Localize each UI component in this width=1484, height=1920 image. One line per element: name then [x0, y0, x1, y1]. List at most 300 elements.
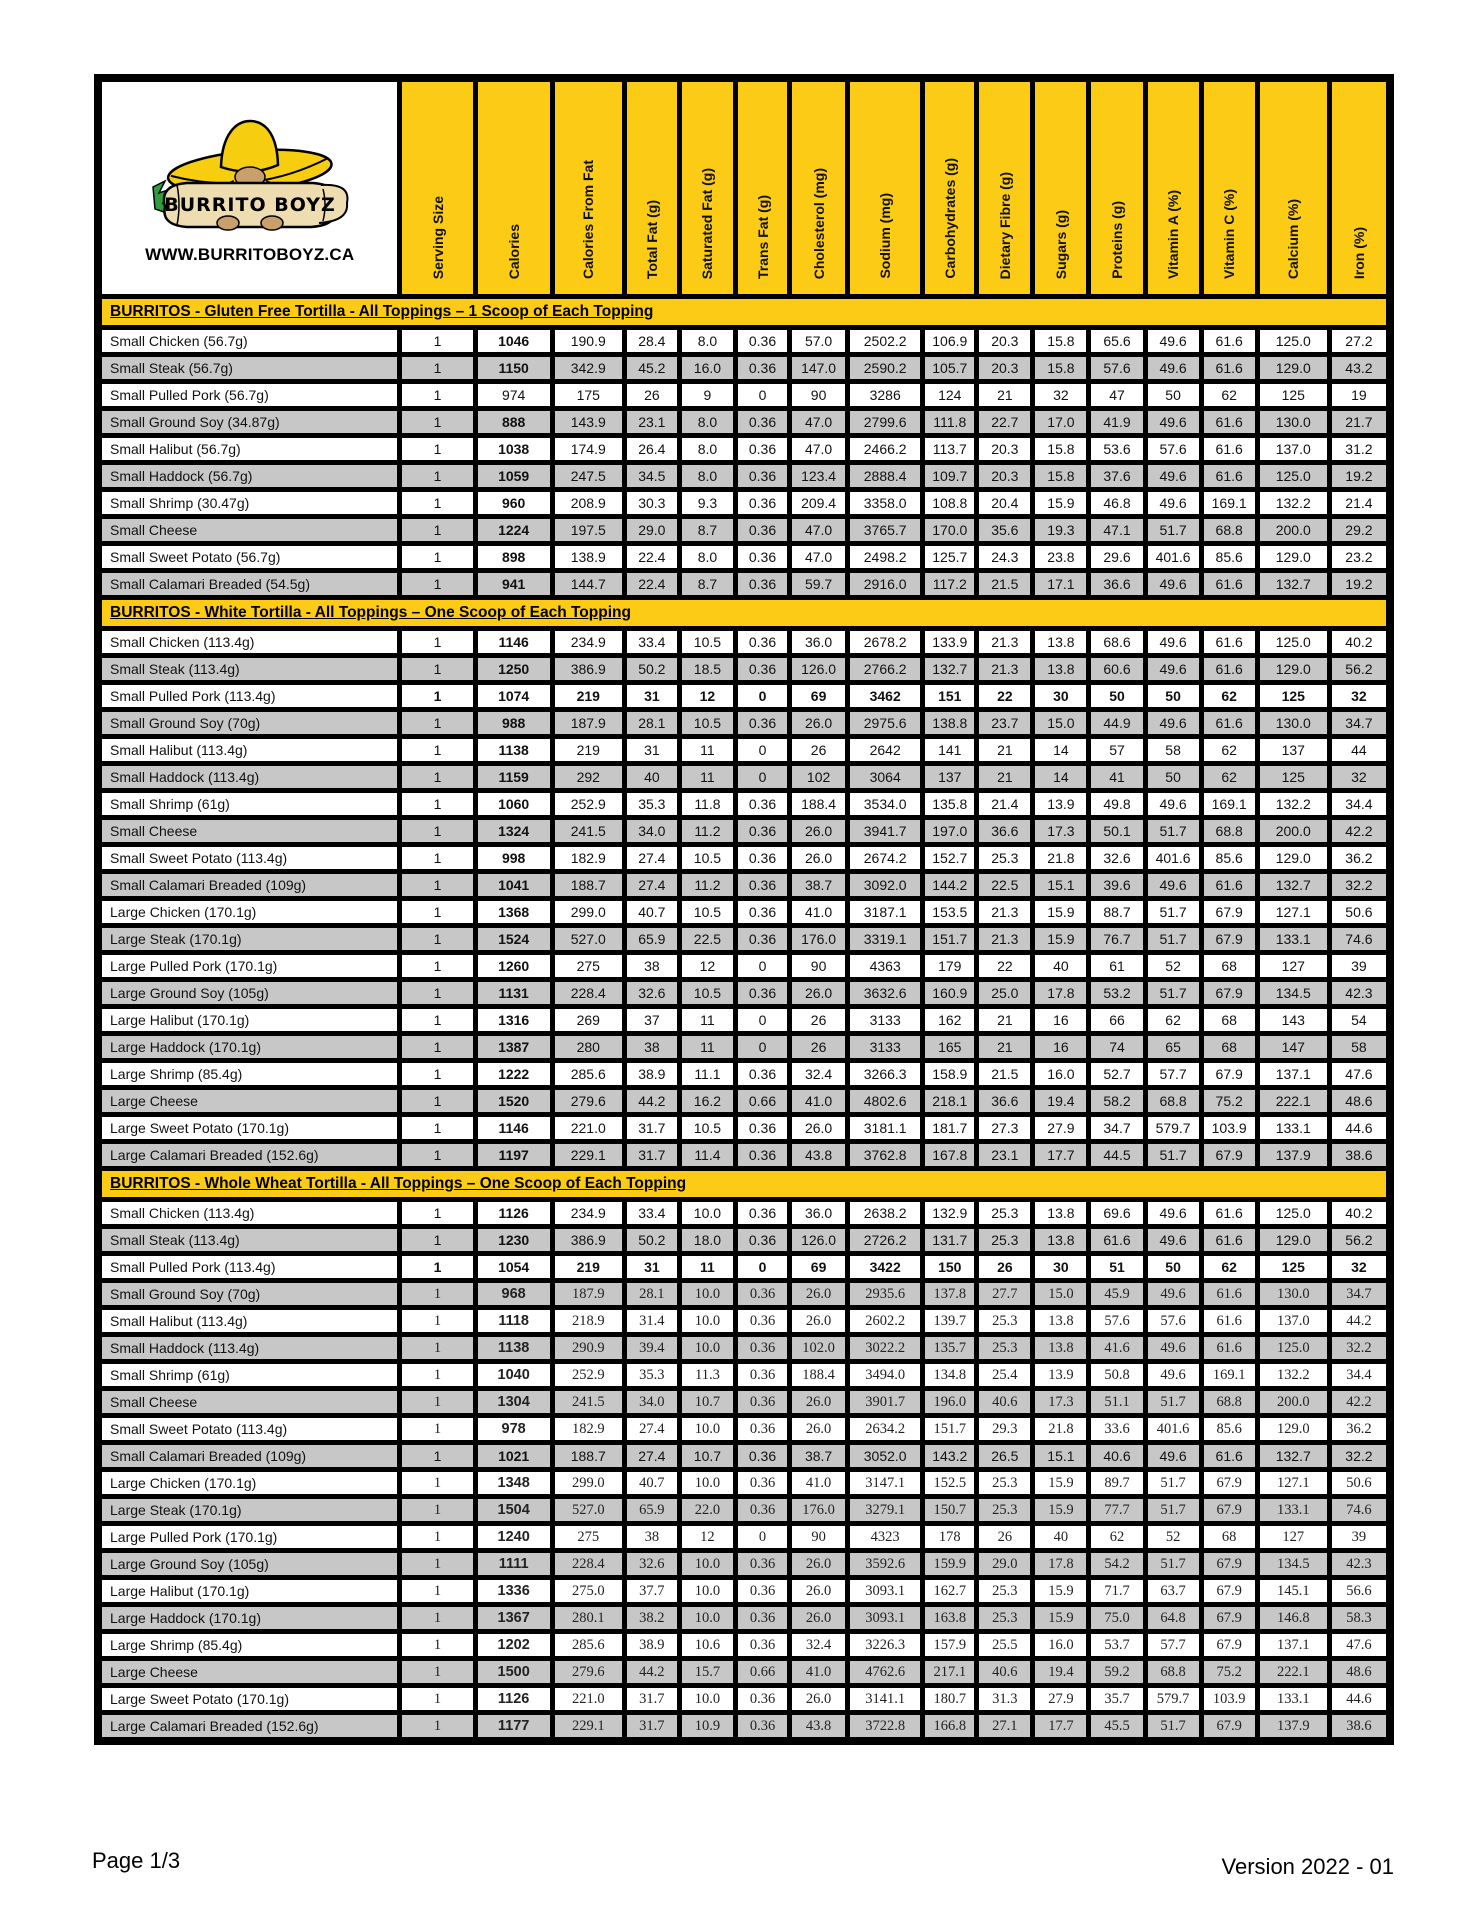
item-name: Small Shrimp (61g) — [102, 1364, 397, 1386]
value-iron: 58 — [1332, 1036, 1386, 1058]
value-trans-fat-g: 0.36 — [738, 1310, 787, 1332]
value-vitamin-c: 67.9 — [1204, 1715, 1255, 1737]
table-row — [102, 739, 1386, 761]
value-vitamin-c: 85.6 — [1204, 546, 1255, 568]
value-dietary-fibre-g: 21 — [979, 766, 1030, 788]
table-row — [102, 793, 1386, 815]
value-proteins-g: 57 — [1091, 739, 1142, 761]
value-dietary-fibre-g: 27.3 — [979, 1117, 1030, 1139]
value-vitamin-a: 50 — [1148, 766, 1199, 788]
value-vitamin-a: 49.6 — [1148, 492, 1199, 514]
value-calories-from-fat: 285.6 — [555, 1063, 622, 1085]
value-vitamin-c: 103.9 — [1204, 1117, 1255, 1139]
value-sugars-g: 13.9 — [1035, 1364, 1086, 1386]
value-proteins-g: 53.6 — [1091, 438, 1142, 460]
value-cholesterol-mg: 38.7 — [792, 1445, 845, 1467]
table-row — [102, 438, 1386, 460]
value-carbohydrates-g: 160.9 — [925, 982, 974, 1004]
value-total-fat-g: 31.7 — [627, 1117, 677, 1139]
column-header-label: Sugars (g) — [1052, 209, 1069, 279]
value-carbohydrates-g: 151.7 — [925, 928, 974, 950]
value-vitamin-c: 61.6 — [1204, 438, 1255, 460]
item-name: Small Ground Soy (70g) — [102, 1283, 397, 1305]
value-carbohydrates-g: 111.8 — [925, 411, 974, 433]
value-cholesterol-mg: 41.0 — [792, 1472, 845, 1494]
value-calories: 1046 — [478, 330, 550, 352]
table-row — [102, 712, 1386, 734]
value-sodium-mg: 3266.3 — [850, 1063, 920, 1085]
value-dietary-fibre-g: 40.6 — [979, 1661, 1030, 1683]
value-vitamin-c: 62 — [1204, 685, 1255, 707]
value-calcium: 129.0 — [1260, 357, 1327, 379]
value-sugars-g: 13.8 — [1035, 631, 1086, 653]
value-iron: 29.2 — [1332, 519, 1386, 541]
value-total-fat-g: 40.7 — [627, 1472, 677, 1494]
value-sugars-g: 16.0 — [1035, 1634, 1086, 1656]
value-trans-fat-g: 0.36 — [738, 901, 787, 923]
column-header-label: Trans Fat (g) — [754, 194, 771, 279]
value-sugars-g: 15.1 — [1035, 1445, 1086, 1467]
table-row — [102, 685, 1386, 707]
item-name: Small Calamari Breaded (109g) — [102, 1445, 397, 1467]
value-vitamin-c: 75.2 — [1204, 1090, 1255, 1112]
value-saturated-fat-g: 22.5 — [682, 928, 733, 950]
value-vitamin-c: 62 — [1204, 739, 1255, 761]
value-calcium: 125 — [1260, 384, 1327, 406]
value-carbohydrates-g: 152.5 — [925, 1472, 974, 1494]
value-sugars-g: 15.8 — [1035, 438, 1086, 460]
value-vitamin-a: 62 — [1148, 1009, 1199, 1031]
item-name: Large Chicken (170.1g) — [102, 1472, 397, 1494]
value-dietary-fibre-g: 20.3 — [979, 438, 1030, 460]
value-saturated-fat-g: 11.3 — [682, 1364, 733, 1386]
value-iron: 23.2 — [1332, 546, 1386, 568]
value-trans-fat-g: 0.36 — [738, 438, 787, 460]
table-row — [102, 1526, 1386, 1548]
value-vitamin-a: 57.7 — [1148, 1634, 1199, 1656]
value-trans-fat-g: 0.36 — [738, 982, 787, 1004]
value-carbohydrates-g: 166.8 — [925, 1715, 974, 1737]
value-sugars-g: 15.9 — [1035, 901, 1086, 923]
table-row — [102, 1391, 1386, 1413]
value-saturated-fat-g: 9.3 — [682, 492, 733, 514]
value-calories: 888 — [478, 411, 550, 433]
value-total-fat-g: 26 — [627, 384, 677, 406]
value-iron: 32 — [1332, 766, 1386, 788]
value-serving-size: 1 — [402, 658, 472, 680]
item-name: Small Sweet Potato (56.7g) — [102, 546, 397, 568]
value-calcium: 145.1 — [1260, 1580, 1327, 1602]
value-carbohydrates-g: 158.9 — [925, 1063, 974, 1085]
value-serving-size: 1 — [402, 1553, 472, 1575]
value-calories-from-fat: 342.9 — [555, 357, 622, 379]
value-serving-size: 1 — [402, 1144, 472, 1166]
value-vitamin-a: 52 — [1148, 1526, 1199, 1548]
value-dietary-fibre-g: 25.3 — [979, 1202, 1030, 1224]
value-vitamin-c: 67.9 — [1204, 1063, 1255, 1085]
value-total-fat-g: 27.4 — [627, 1445, 677, 1467]
item-name: Small Cheese — [102, 519, 397, 541]
value-trans-fat-g: 0.36 — [738, 1472, 787, 1494]
value-saturated-fat-g: 10.5 — [682, 631, 733, 653]
value-carbohydrates-g: 109.7 — [925, 465, 974, 487]
value-iron: 32 — [1332, 1256, 1386, 1278]
value-saturated-fat-g: 18.0 — [682, 1229, 733, 1251]
value-trans-fat-g: 0.36 — [738, 465, 787, 487]
value-total-fat-g: 31 — [627, 739, 677, 761]
value-dietary-fibre-g: 25.3 — [979, 1337, 1030, 1359]
value-iron: 42.3 — [1332, 1553, 1386, 1575]
value-proteins-g: 46.8 — [1091, 492, 1142, 514]
value-serving-size: 1 — [402, 411, 472, 433]
value-dietary-fibre-g: 25.3 — [979, 1607, 1030, 1629]
value-total-fat-g: 27.4 — [627, 874, 677, 896]
value-dietary-fibre-g: 21.3 — [979, 658, 1030, 680]
value-calories-from-fat: 208.9 — [555, 492, 622, 514]
value-saturated-fat-g: 10.0 — [682, 1418, 733, 1440]
value-trans-fat-g: 0.36 — [738, 330, 787, 352]
value-vitamin-a: 50 — [1148, 1256, 1199, 1278]
value-trans-fat-g: 0.36 — [738, 546, 787, 568]
brand-logo-cell — [102, 82, 397, 294]
value-total-fat-g: 32.6 — [627, 1553, 677, 1575]
value-sodium-mg: 2888.4 — [850, 465, 920, 487]
item-name: Large Pulled Pork (170.1g) — [102, 1526, 397, 1548]
table-row — [102, 1715, 1386, 1737]
value-calories: 1324 — [478, 820, 550, 842]
value-sugars-g: 17.8 — [1035, 1553, 1086, 1575]
value-calories: 1177 — [478, 1715, 550, 1737]
column-header-label: Cholesterol (mg) — [810, 167, 827, 279]
value-sodium-mg: 3133 — [850, 1009, 920, 1031]
value-cholesterol-mg: 126.0 — [792, 658, 845, 680]
value-sugars-g: 17.1 — [1035, 573, 1086, 595]
value-sodium-mg: 3052.0 — [850, 1445, 920, 1467]
value-sugars-g: 19.3 — [1035, 519, 1086, 541]
value-sugars-g: 17.0 — [1035, 411, 1086, 433]
table-row — [102, 1418, 1386, 1440]
value-vitamin-a: 57.6 — [1148, 1310, 1199, 1332]
value-cholesterol-mg: 188.4 — [792, 793, 845, 815]
value-calories: 974 — [478, 384, 550, 406]
value-sugars-g: 32 — [1035, 384, 1086, 406]
value-iron: 40.2 — [1332, 631, 1386, 653]
table-row — [102, 1117, 1386, 1139]
value-sugars-g: 21.8 — [1035, 1418, 1086, 1440]
table-row — [102, 1283, 1386, 1305]
value-serving-size: 1 — [402, 1090, 472, 1112]
value-trans-fat-g: 0.36 — [738, 1117, 787, 1139]
value-vitamin-a: 49.6 — [1148, 874, 1199, 896]
item-name: Large Cheese — [102, 1090, 397, 1112]
value-sodium-mg: 3064 — [850, 766, 920, 788]
value-serving-size: 1 — [402, 793, 472, 815]
value-cholesterol-mg: 26.0 — [792, 1310, 845, 1332]
value-vitamin-c: 61.6 — [1204, 411, 1255, 433]
value-saturated-fat-g: 11.4 — [682, 1144, 733, 1166]
value-cholesterol-mg: 209.4 — [792, 492, 845, 514]
table-row — [102, 411, 1386, 433]
value-dietary-fibre-g: 36.6 — [979, 1090, 1030, 1112]
value-calories: 1146 — [478, 631, 550, 653]
value-calcium: 127 — [1260, 955, 1327, 977]
value-proteins-g: 68.6 — [1091, 631, 1142, 653]
value-cholesterol-mg: 47.0 — [792, 438, 845, 460]
table-row — [102, 1063, 1386, 1085]
value-vitamin-c: 61.6 — [1204, 1283, 1255, 1305]
value-sugars-g: 15.1 — [1035, 874, 1086, 896]
item-name: Small Cheese — [102, 1391, 397, 1413]
value-sugars-g: 13.8 — [1035, 1229, 1086, 1251]
value-calcium: 133.1 — [1260, 928, 1327, 950]
value-calories: 1126 — [478, 1202, 550, 1224]
value-calories: 1197 — [478, 1144, 550, 1166]
value-calories: 1138 — [478, 1337, 550, 1359]
value-total-fat-g: 26.4 — [627, 438, 677, 460]
value-calories: 1118 — [478, 1310, 550, 1332]
value-vitamin-a: 50 — [1148, 685, 1199, 707]
value-vitamin-a: 52 — [1148, 955, 1199, 977]
value-trans-fat-g: 0 — [738, 685, 787, 707]
value-serving-size: 1 — [402, 492, 472, 514]
value-calories-from-fat: 174.9 — [555, 438, 622, 460]
value-iron: 47.6 — [1332, 1634, 1386, 1656]
value-vitamin-a: 579.7 — [1148, 1688, 1199, 1710]
nutrition-sheet — [94, 74, 1394, 1745]
value-sodium-mg: 3762.8 — [850, 1144, 920, 1166]
section-title-cell — [102, 600, 1386, 626]
value-sodium-mg: 3181.1 — [850, 1117, 920, 1139]
value-dietary-fibre-g: 25.5 — [979, 1634, 1030, 1656]
value-total-fat-g: 28.1 — [627, 712, 677, 734]
value-saturated-fat-g: 10.5 — [682, 901, 733, 923]
value-calories-from-fat: 252.9 — [555, 1364, 622, 1386]
value-vitamin-c: 61.6 — [1204, 1310, 1255, 1332]
value-trans-fat-g: 0.66 — [738, 1661, 787, 1683]
value-calories-from-fat: 187.9 — [555, 712, 622, 734]
value-carbohydrates-g: 180.7 — [925, 1688, 974, 1710]
value-dietary-fibre-g: 27.1 — [979, 1715, 1030, 1737]
value-trans-fat-g: 0.36 — [738, 1715, 787, 1737]
value-sugars-g: 16 — [1035, 1009, 1086, 1031]
value-trans-fat-g: 0.66 — [738, 1090, 787, 1112]
value-sodium-mg: 2498.2 — [850, 546, 920, 568]
value-vitamin-a: 51.7 — [1148, 1499, 1199, 1521]
value-dietary-fibre-g: 22.7 — [979, 411, 1030, 433]
item-name: Large Pulled Pork (170.1g) — [102, 955, 397, 977]
value-cholesterol-mg: 69 — [792, 1256, 845, 1278]
value-total-fat-g: 28.1 — [627, 1283, 677, 1305]
value-iron: 34.7 — [1332, 712, 1386, 734]
value-calcium: 125.0 — [1260, 465, 1327, 487]
value-vitamin-a: 49.6 — [1148, 1337, 1199, 1359]
value-cholesterol-mg: 26.0 — [792, 1580, 845, 1602]
value-iron: 44.2 — [1332, 1310, 1386, 1332]
column-header-cholesterol-mg — [792, 82, 845, 294]
value-sugars-g: 40 — [1035, 1526, 1086, 1548]
value-calories: 1367 — [478, 1607, 550, 1629]
value-trans-fat-g: 0.36 — [738, 1229, 787, 1251]
value-proteins-g: 65.6 — [1091, 330, 1142, 352]
value-dietary-fibre-g: 26 — [979, 1256, 1030, 1278]
value-sugars-g: 13.9 — [1035, 793, 1086, 815]
value-vitamin-a: 57.7 — [1148, 1063, 1199, 1085]
value-saturated-fat-g: 8.0 — [682, 465, 733, 487]
item-name: Small Chicken (113.4g) — [102, 1202, 397, 1224]
value-dietary-fibre-g: 31.3 — [979, 1688, 1030, 1710]
value-cholesterol-mg: 90 — [792, 955, 845, 977]
value-vitamin-c: 62 — [1204, 1256, 1255, 1278]
value-cholesterol-mg: 26.0 — [792, 1553, 845, 1575]
value-proteins-g: 76.7 — [1091, 928, 1142, 950]
value-calories-from-fat: 279.6 — [555, 1661, 622, 1683]
item-name: Large Ground Soy (105g) — [102, 1553, 397, 1575]
value-calories-from-fat: 280 — [555, 1036, 622, 1058]
value-calcium: 200.0 — [1260, 820, 1327, 842]
value-calories-from-fat: 279.6 — [555, 1090, 622, 1112]
value-serving-size: 1 — [402, 1607, 472, 1629]
value-vitamin-a: 49.6 — [1148, 712, 1199, 734]
value-cholesterol-mg: 36.0 — [792, 631, 845, 653]
item-name: Large Sweet Potato (170.1g) — [102, 1117, 397, 1139]
value-iron: 50.6 — [1332, 1472, 1386, 1494]
value-iron: 31.2 — [1332, 438, 1386, 460]
value-serving-size: 1 — [402, 982, 472, 1004]
section-band — [102, 600, 1386, 626]
value-total-fat-g: 40.7 — [627, 901, 677, 923]
table-row — [102, 1607, 1386, 1629]
value-calories: 1138 — [478, 739, 550, 761]
value-iron: 19.2 — [1332, 465, 1386, 487]
item-name: Large Steak (170.1g) — [102, 1499, 397, 1521]
column-header-label: Vitamin C (%) — [1221, 189, 1238, 279]
value-calcium: 134.5 — [1260, 982, 1327, 1004]
value-calories-from-fat: 197.5 — [555, 519, 622, 541]
value-calories-from-fat: 275 — [555, 955, 622, 977]
value-trans-fat-g: 0.36 — [738, 1553, 787, 1575]
value-vitamin-c: 85.6 — [1204, 1418, 1255, 1440]
value-serving-size: 1 — [402, 1634, 472, 1656]
item-name: Small Steak (113.4g) — [102, 658, 397, 680]
value-calcium: 125.0 — [1260, 1337, 1327, 1359]
value-serving-size: 1 — [402, 712, 472, 734]
value-dietary-fibre-g: 21 — [979, 739, 1030, 761]
value-trans-fat-g: 0 — [738, 739, 787, 761]
value-proteins-g: 39.6 — [1091, 874, 1142, 896]
value-sugars-g: 15.9 — [1035, 928, 1086, 950]
item-name: Large Halibut (170.1g) — [102, 1580, 397, 1602]
value-proteins-g: 29.6 — [1091, 546, 1142, 568]
value-calories: 1336 — [478, 1580, 550, 1602]
value-calories: 1368 — [478, 901, 550, 923]
value-saturated-fat-g: 10.6 — [682, 1634, 733, 1656]
value-calories-from-fat: 218.9 — [555, 1310, 622, 1332]
value-sodium-mg: 2916.0 — [850, 573, 920, 595]
table-row — [102, 1090, 1386, 1112]
value-cholesterol-mg: 41.0 — [792, 901, 845, 923]
column-header-vitamin-a — [1148, 82, 1199, 294]
value-calcium: 200.0 — [1260, 1391, 1327, 1413]
value-calories-from-fat: 275 — [555, 1526, 622, 1548]
value-serving-size: 1 — [402, 1283, 472, 1305]
value-cholesterol-mg: 102 — [792, 766, 845, 788]
value-sodium-mg: 2726.2 — [850, 1229, 920, 1251]
value-carbohydrates-g: 144.2 — [925, 874, 974, 896]
value-vitamin-a: 50 — [1148, 384, 1199, 406]
value-cholesterol-mg: 26.0 — [792, 1688, 845, 1710]
value-iron: 34.4 — [1332, 793, 1386, 815]
value-sugars-g: 13.8 — [1035, 1310, 1086, 1332]
value-proteins-g: 41 — [1091, 766, 1142, 788]
value-vitamin-a: 51.7 — [1148, 1715, 1199, 1737]
value-total-fat-g: 37 — [627, 1009, 677, 1031]
column-header-calories — [478, 82, 550, 294]
value-trans-fat-g: 0.36 — [738, 1499, 787, 1521]
value-dietary-fibre-g: 21.4 — [979, 793, 1030, 815]
value-calcium: 132.2 — [1260, 492, 1327, 514]
value-total-fat-g: 33.4 — [627, 631, 677, 653]
value-vitamin-c: 169.1 — [1204, 492, 1255, 514]
value-iron: 36.2 — [1332, 1418, 1386, 1440]
value-cholesterol-mg: 147.0 — [792, 357, 845, 379]
value-trans-fat-g: 0.36 — [738, 1337, 787, 1359]
value-total-fat-g: 38.9 — [627, 1063, 677, 1085]
value-sodium-mg: 2502.2 — [850, 330, 920, 352]
value-total-fat-g: 50.2 — [627, 1229, 677, 1251]
value-dietary-fibre-g: 40.6 — [979, 1391, 1030, 1413]
table-row — [102, 1499, 1386, 1521]
value-vitamin-a: 57.6 — [1148, 438, 1199, 460]
table-row — [102, 519, 1386, 541]
value-trans-fat-g: 0.36 — [738, 1580, 787, 1602]
value-sugars-g: 16 — [1035, 1036, 1086, 1058]
table-row — [102, 955, 1386, 977]
column-header-label: Calcium (%) — [1285, 198, 1302, 279]
value-sugars-g: 30 — [1035, 1256, 1086, 1278]
value-calories: 1250 — [478, 658, 550, 680]
value-calories: 1504 — [478, 1499, 550, 1521]
value-proteins-g: 35.7 — [1091, 1688, 1142, 1710]
value-serving-size: 1 — [402, 384, 472, 406]
column-header-sodium-mg — [850, 82, 920, 294]
table-row — [102, 1202, 1386, 1224]
value-dietary-fibre-g: 25.4 — [979, 1364, 1030, 1386]
value-calories-from-fat: 228.4 — [555, 1553, 622, 1575]
value-iron: 56.2 — [1332, 658, 1386, 680]
value-trans-fat-g: 0.36 — [738, 1445, 787, 1467]
value-serving-size: 1 — [402, 1688, 472, 1710]
column-header-serving-size — [402, 82, 472, 294]
table-row — [102, 357, 1386, 379]
value-vitamin-c: 61.6 — [1204, 465, 1255, 487]
value-serving-size: 1 — [402, 901, 472, 923]
value-cholesterol-mg: 38.7 — [792, 874, 845, 896]
value-sugars-g: 15.0 — [1035, 1283, 1086, 1305]
value-proteins-g: 51 — [1091, 1256, 1142, 1278]
value-saturated-fat-g: 10.7 — [682, 1391, 733, 1413]
value-iron: 27.2 — [1332, 330, 1386, 352]
value-iron: 56.2 — [1332, 1229, 1386, 1251]
value-sodium-mg: 3226.3 — [850, 1634, 920, 1656]
value-total-fat-g: 31.7 — [627, 1144, 677, 1166]
value-calcium: 137.1 — [1260, 1063, 1327, 1085]
value-vitamin-a: 49.6 — [1148, 1283, 1199, 1305]
value-iron: 32.2 — [1332, 1337, 1386, 1359]
value-proteins-g: 71.7 — [1091, 1580, 1142, 1602]
item-name: Small Calamari Breaded (109g) — [102, 874, 397, 896]
value-sugars-g: 14 — [1035, 766, 1086, 788]
value-calories: 1387 — [478, 1036, 550, 1058]
